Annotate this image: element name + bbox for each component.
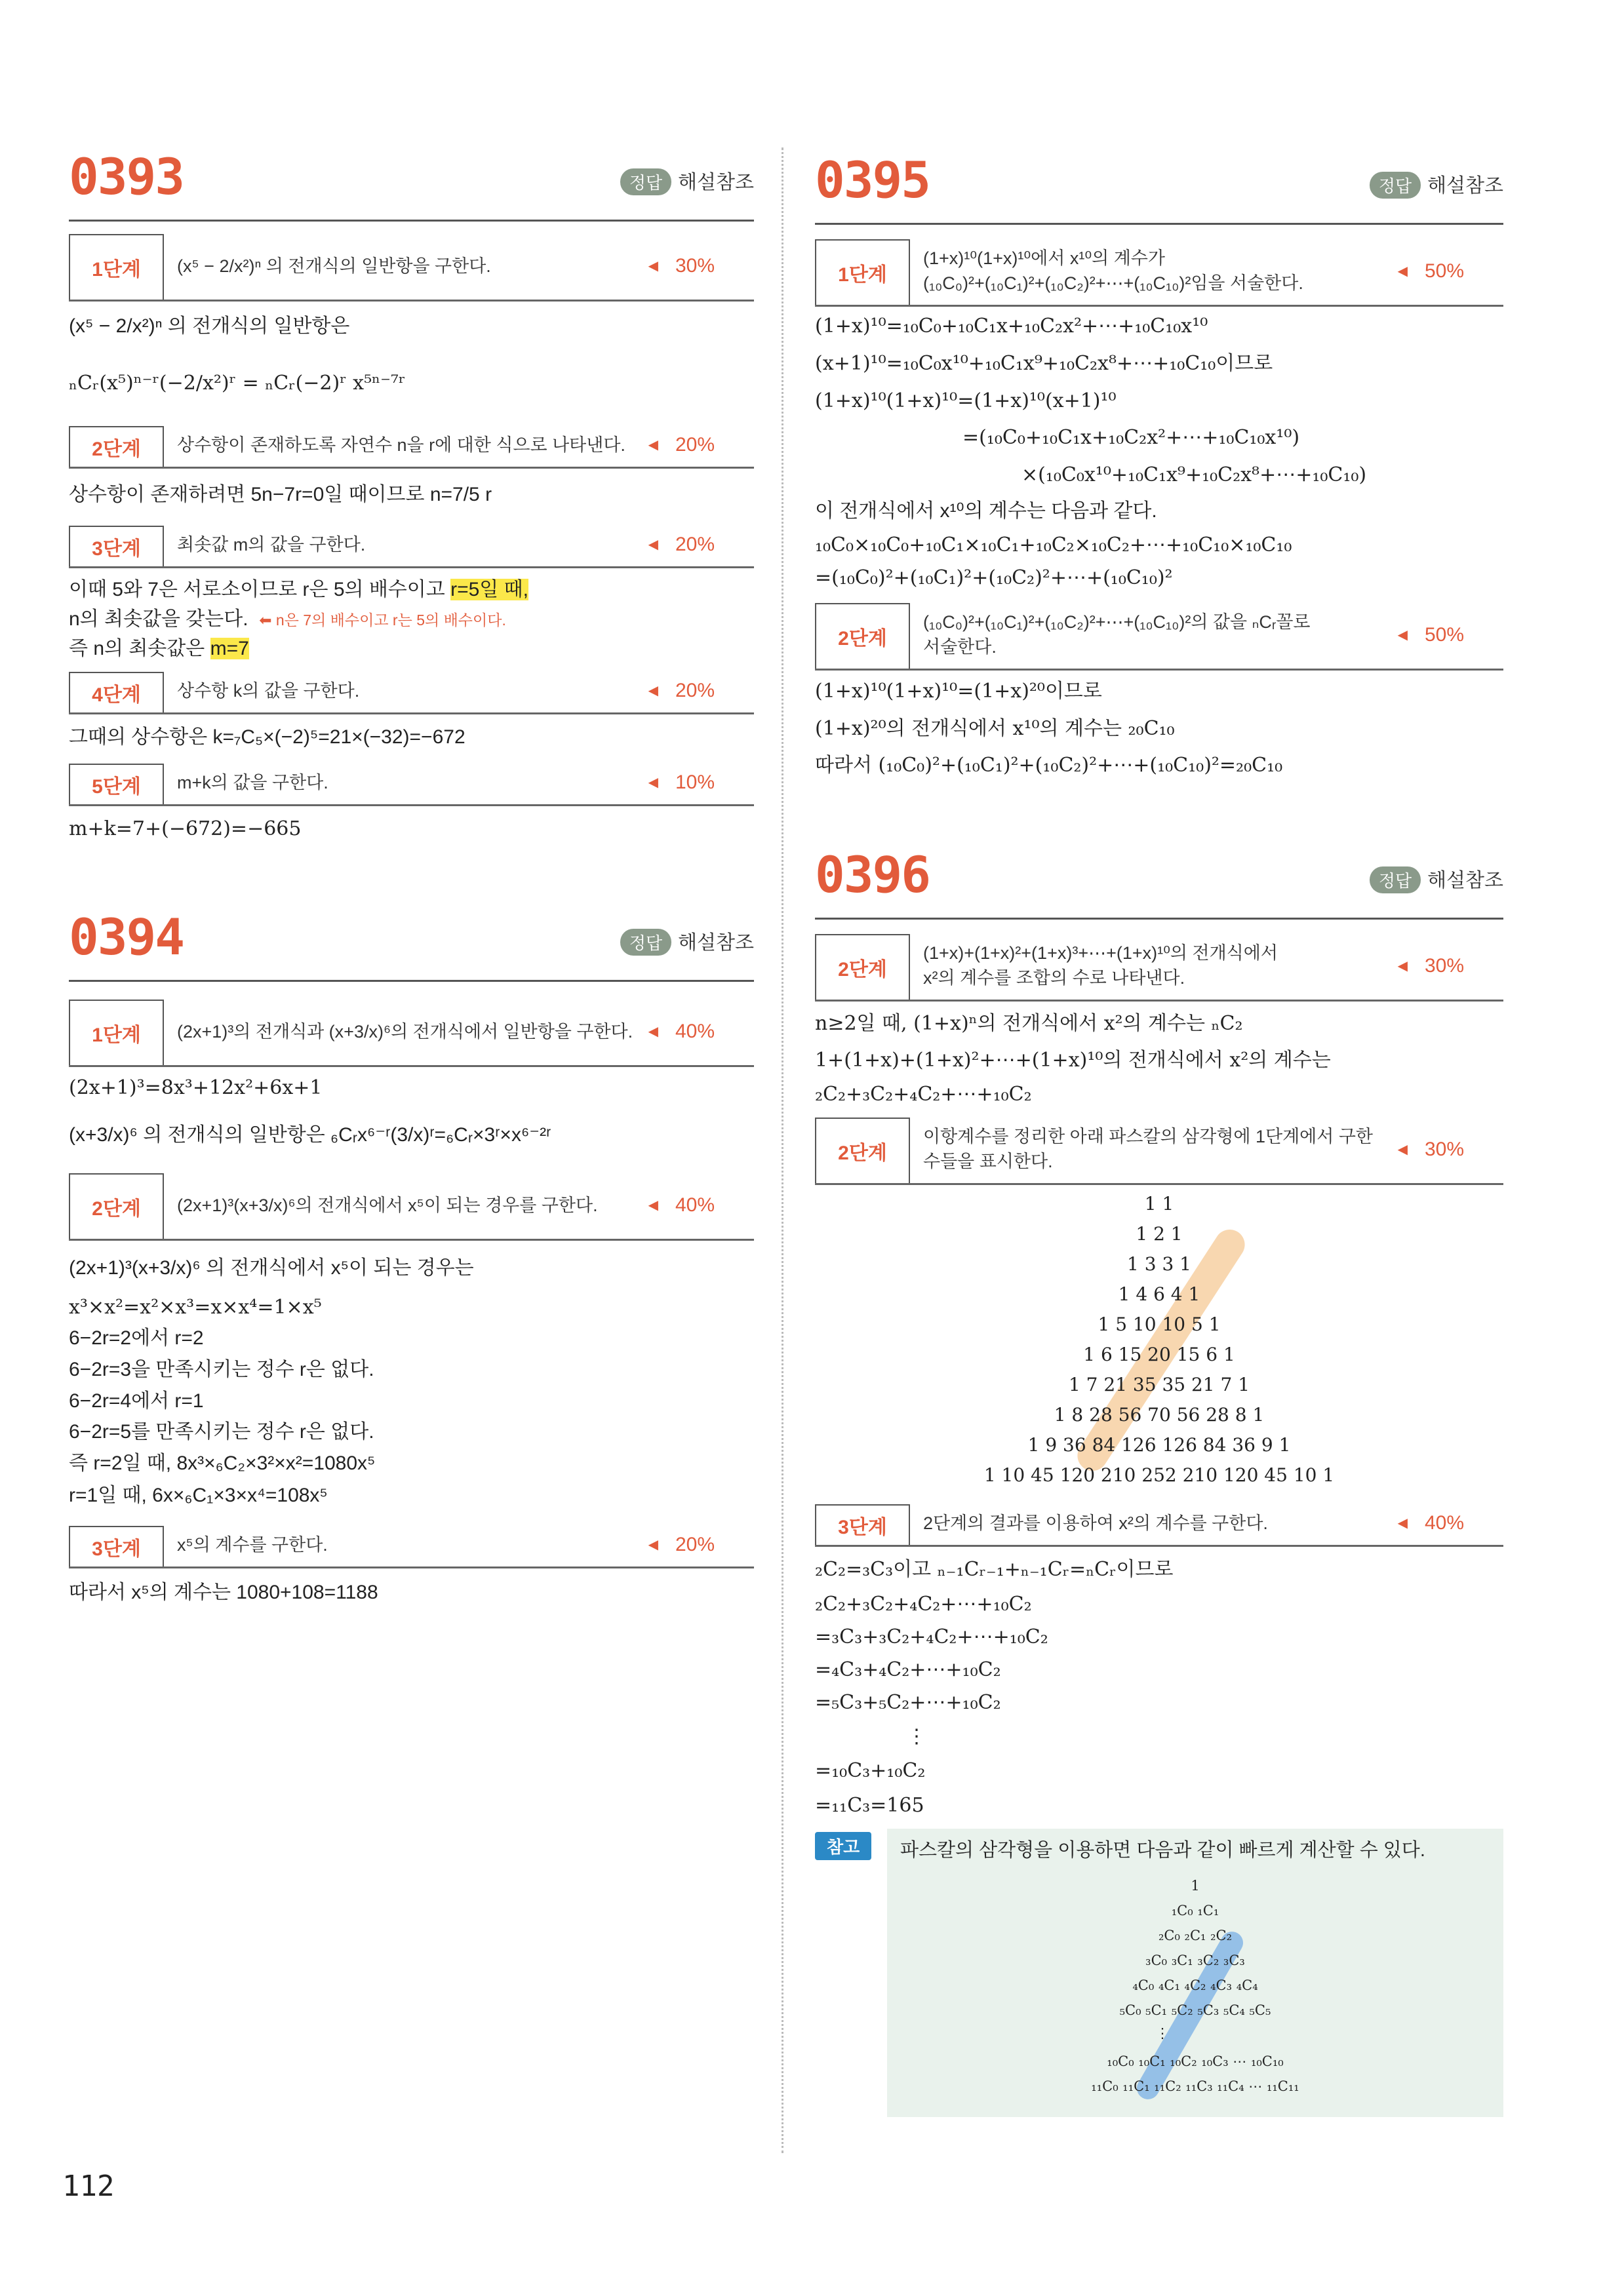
problem-number: 0395 [815,151,930,209]
step-2 [815,1118,1503,1185]
problem-header-0394 [69,908,754,982]
pascal-row: 1 5 10 10 5 1 [1098,1313,1221,1335]
solution-line: (1+x)²⁰의 전개식에서 x¹⁰의 계수는 ₂₀C₁₀ [815,717,1175,740]
pascal-row: 1 3 3 1 [1127,1253,1191,1275]
solution-line: (x+3/x)⁶ 의 전개식의 일반항은 ₆Cᵣx⁶⁻ʳ(3/x)ʳ=₆Cᵣ×3ʳ×x⁶⁻²ʳ [69,1124,551,1146]
answer-text: 해설참조 [678,932,754,954]
step-percent: ◀ 40% [1398,1512,1464,1534]
step-4 [69,672,754,714]
step-percent: ◀ 30% [1398,1138,1464,1161]
solution-line: 6−2r=4에서 r=1 [69,1390,204,1412]
step-percent: ◀ 40% [648,1021,715,1043]
step-1 [815,934,1503,1002]
solution-line: 6−2r=5를 만족시키는 정수 r은 없다. [69,1421,374,1443]
reference-triangle [815,1878,1503,2114]
step-label: 1단계 [69,234,164,300]
problem-number: 0394 [69,908,184,966]
solution-line: 그때의 상수항은 k=₇C₅×(−2)⁵=21×(−32)=−672 [69,726,465,748]
step-percent: ◀ 20% [648,680,715,702]
step-label: 2단계 [69,426,164,467]
step-desc [923,941,1278,990]
ref-row: ₁₁C₀ ₁₁C₁ ₁₁C₂ ₁₁C₃ ₁₁C₄ ⋯ ₁₁C₁₁ [1091,2078,1299,2094]
solution-line: 6−2r=2에서 r=2 [69,1327,204,1349]
solution-line: (x+1)¹⁰=₁₀C₀x¹⁰+₁₀C₁x⁹+₁₀C₂x⁸+⋯+₁₀C₁₀이므로 [815,352,1273,375]
solution-line: n≥2일 때, (1+x)ⁿ의 전개식에서 x²의 계수는 ₙC₂ [815,1012,1243,1035]
step-2 [815,603,1503,671]
step-percent: ◀ 50% [1398,624,1464,646]
solution-line [69,606,506,633]
pascal-row: 1 7 21 35 35 21 7 1 [1068,1374,1250,1395]
step-desc: x⁵의 계수를 구한다. [177,1535,328,1555]
step-desc: (x⁵ − 2/x²)ⁿ 의 전개식의 일반항을 구한다. [177,256,491,276]
answer-label [620,926,754,956]
pascal-row: 1 6 15 20 15 6 1 [1083,1344,1235,1365]
text: 즉 n의 최솟값은 [69,638,210,659]
step-desc-line: (₁₀C₀)²+(₁₀C₁)²+(₁₀C₂)²+⋯+(₁₀C₁₀)²의 값을 ₙCᵣ꼴로 [923,612,1311,632]
solution-line: =₃C₃+₃C₂+₄C₂+⋯+₁₀C₂ [815,1625,1048,1648]
solution-line: =₅C₃+₅C₂+⋯+₁₀C₂ [815,1691,1001,1714]
step-desc: 최솟값 m의 값을 구한다. [177,535,366,555]
highlight: m=7 [210,638,249,659]
solution-line: =₁₁C₃=165 [815,1794,924,1817]
ref-row: ₁₀C₀ ₁₀C₁ ₁₀C₂ ₁₀C₃ ⋯ ₁₀C₁₀ [1107,2053,1284,2069]
step-percent: ◀ 20% [648,434,715,456]
solution-line: =₁₀C₃+₁₀C₂ [815,1759,926,1782]
solution-line: (2x+1)³=8x³+12x²+6x+1 [69,1076,323,1099]
solution-line: (1+x)¹⁰=₁₀C₀+₁₀C₁x+₁₀C₂x²+⋯+₁₀C₁₀x¹⁰ [815,315,1208,338]
step-label: 2단계 [815,603,910,669]
text: n의 최솟값을 갖는다. [69,608,248,630]
step-desc-line: 수들을 표시한다. [923,1152,1053,1171]
answer-text: 해설참조 [678,172,754,193]
solution-line: (1+x)¹⁰(1+x)¹⁰=(1+x)²⁰이므로 [815,680,1102,703]
solution-line: ₂C₂=₃C₃이고 ₙ₋₁Cᵣ₋₁+ₙ₋₁Cᵣ=ₙCᵣ이므로 [815,1558,1174,1581]
answer-tag: 정답 [1370,866,1421,893]
step-label: 1단계 [69,1000,164,1065]
step-label: 2단계 [815,934,910,1000]
step-percent: ◀ 50% [1398,260,1464,282]
step-desc-line: (1+x)+(1+x)²+(1+x)³+⋯+(1+x)¹⁰의 전개식에서 [923,943,1278,963]
step-percent: ◀ 30% [1398,955,1464,977]
ref-row: ₁C₀ ₁C₁ [1171,1903,1219,1918]
solution-line: (1+x)¹⁰(1+x)¹⁰=(1+x)¹⁰(x+1)¹⁰ [815,389,1117,412]
solution-line: ⋮ [907,1725,926,1748]
pascal-row: 1 2 1 [1136,1223,1183,1245]
ref-row: ₅C₀ ₅C₁ ₅C₂ ₅C₃ ₅C₄ ₅C₅ [1119,2002,1271,2018]
step-3 [69,526,754,568]
solution-line: 1+(1+x)+(1+x)²+⋯+(1+x)¹⁰의 전개식에서 x²의 계수는 [815,1049,1331,1072]
step-desc: (2x+1)³(x+3/x)⁶의 전개식에서 x⁵이 되는 경우를 구한다. [177,1196,598,1215]
side-note: ⬅ n은 7의 배수이고 r는 5의 배수이다. [259,612,506,629]
solution-line: =(₁₀C₀)²+(₁₀C₁)²+(₁₀C₂)²+⋯+(₁₀C₁₀)² [815,566,1173,589]
step-desc-line: (₁₀C₀)²+(₁₀C₁)²+(₁₀C₂)²+⋯+(₁₀C₁₀)²임을 서술한다. [923,273,1303,293]
step-desc [923,610,1310,659]
problem-header-0396 [815,846,1503,920]
highlight: r=5일 때, [450,579,528,600]
ref-row: 1 [1191,1878,1200,1894]
step-desc: 상수항이 존재하도록 자연수 n을 r에 대한 식으로 나타낸다. [177,435,625,455]
pascal-row: 1 8 28 56 70 56 28 8 1 [1054,1404,1265,1426]
step-1 [69,234,754,302]
step-label: 4단계 [69,672,164,712]
step-1 [815,239,1503,307]
ref-row: ₃C₀ ₃C₁ ₃C₂ ₃C₃ [1145,1953,1245,1968]
problem-header-0395 [815,151,1503,225]
answer-label [1370,169,1503,199]
solution-line: ₂C₂+₃C₂+₄C₂+⋯+₁₀C₂ [815,1083,1032,1106]
solution-line: 6−2r=3을 만족시키는 정수 r은 없다. [69,1359,374,1380]
step-percent: ◀ 20% [648,534,715,556]
step-percent: ◀ 40% [648,1194,715,1216]
step-desc-line: 서술한다. [923,637,997,657]
step-percent: ◀ 30% [648,255,715,277]
solution-line: r=1일 때, 6x×₆C₁×3×x⁴=108x⁵ [69,1485,328,1506]
solution-line: ₁₀C₀×₁₀C₀+₁₀C₁×₁₀C₁+₁₀C₂×₁₀C₂+⋯+₁₀C₁₀×₁₀C₁₀ [815,534,1292,556]
answer-tag: 정답 [620,168,671,195]
solution-line: 따라서 x⁵의 계수는 1080+108=1188 [69,1582,378,1603]
answer-label [1370,864,1503,893]
column-divider [782,147,783,2153]
step-label: 3단계 [69,1526,164,1566]
reference-title: 파스칼의 삼각형을 이용하면 다음과 같이 빠르게 계산할 수 있다. [900,1840,1425,1861]
pascal-row: 1 1 [1144,1193,1174,1215]
step-2 [69,426,754,469]
step-label: 3단계 [69,526,164,566]
problem-number: 0396 [815,846,930,904]
step-desc [923,1124,1373,1174]
solution-line: m+k=7+(−672)=−665 [69,817,302,840]
solution-line [69,577,528,603]
page-number: 112 [62,2170,115,2203]
step-percent: ◀ 20% [648,1534,715,1556]
solution-line: 즉 r=2일 때, 8x³×₆C₂×3²×x²=1080x⁵ [69,1452,376,1474]
text: 이때 5와 7은 서로소이므로 r은 5의 배수이고 [69,579,451,600]
solution-line: (2x+1)³(x+3/x)⁶ 의 전개식에서 x⁵이 되는 경우는 [69,1257,474,1279]
step-desc: 상수항 k의 값을 구한다. [177,681,360,701]
reference-tag: 참고 [815,1832,871,1860]
ref-row: ₄C₀ ₄C₁ ₄C₂ ₄C₃ ₄C₄ [1132,1977,1258,1993]
answer-tag: 정답 [1370,172,1421,199]
step-desc-line: x²의 계수를 조합의 수로 나타낸다. [923,968,1185,988]
step-desc: (2x+1)³의 전개식과 (x+3/x)⁶의 전개식에서 일반항을 구한다. [177,1022,633,1041]
solution-line: ₙCᵣ(x⁵)ⁿ⁻ʳ(−2/x²)ʳ = ₙCᵣ(−2)ʳ x⁵ⁿ⁻⁷ʳ [69,372,406,395]
step-1 [69,1000,754,1067]
step-desc: 2단계의 결과를 이용하여 x²의 계수를 구한다. [923,1513,1268,1533]
solution-line: 상수항이 존재하려면 5n−7r=0일 때이므로 n=7/5 r [69,484,492,505]
step-percent: ◀ 10% [648,771,715,794]
step-label: 2단계 [815,1118,910,1183]
problem-number: 0393 [69,147,184,206]
step-desc: m+k의 값을 구한다. [177,773,328,792]
solution-line: (x⁵ − 2/x²)ⁿ 의 전개식의 일반항은 [69,315,350,337]
step-2 [69,1173,754,1241]
pascal-triangle [815,1193,1503,1494]
step-desc [923,246,1303,296]
solution-line: 이 전개식에서 x¹⁰의 계수는 다음과 같다. [815,500,1157,522]
answer-text: 해설참조 [1427,870,1503,891]
ref-row: ⋮ [1155,2025,1170,2041]
step-desc-line: 이항계수를 정리한 아래 파스칼의 삼각형에 1단계에서 구한 [923,1127,1373,1146]
answer-label [620,166,754,195]
solution-line: 따라서 (₁₀C₀)²+(₁₀C₁)²+(₁₀C₂)²+⋯+(₁₀C₁₀)²=₂₀C₁₀ [815,754,1283,777]
solution-line: ₂C₂+₃C₂+₄C₂+⋯+₁₀C₂ [815,1593,1032,1616]
solution-line: x³×x²=x²×x³=x×x⁴=1×x⁵ [69,1296,322,1319]
ref-row: ₂C₀ ₂C₁ ₂C₂ [1158,1928,1233,1943]
answer-text: 해설참조 [1427,175,1503,197]
step-3 [69,1526,754,1568]
step-3 [815,1504,1503,1547]
step-5 [69,764,754,806]
answer-tag: 정답 [620,929,671,956]
step-label: 2단계 [69,1173,164,1239]
step-label: 3단계 [815,1504,910,1545]
pascal-row: 1 9 36 84 126 126 84 36 9 1 [1027,1434,1291,1456]
problem-header-0393 [69,147,754,222]
solution-line: ×(₁₀C₀x¹⁰+₁₀C₁x⁹+₁₀C₂x⁸+⋯+₁₀C₁₀) [1021,463,1367,486]
step-label: 1단계 [815,239,910,305]
solution-line [69,636,249,662]
solution-line: =(₁₀C₀+₁₀C₁x+₁₀C₂x²+⋯+₁₀C₁₀x¹⁰) [962,426,1300,449]
step-label: 5단계 [69,764,164,804]
solution-line: =₄C₃+₄C₂+⋯+₁₀C₂ [815,1658,1001,1681]
pascal-row: 1 4 6 4 1 [1118,1283,1200,1305]
pascal-row: 1 10 45 120 210 252 210 120 45 10 1 [983,1464,1335,1486]
step-desc-line: (1+x)¹⁰(1+x)¹⁰에서 x¹⁰의 계수가 [923,248,1165,268]
